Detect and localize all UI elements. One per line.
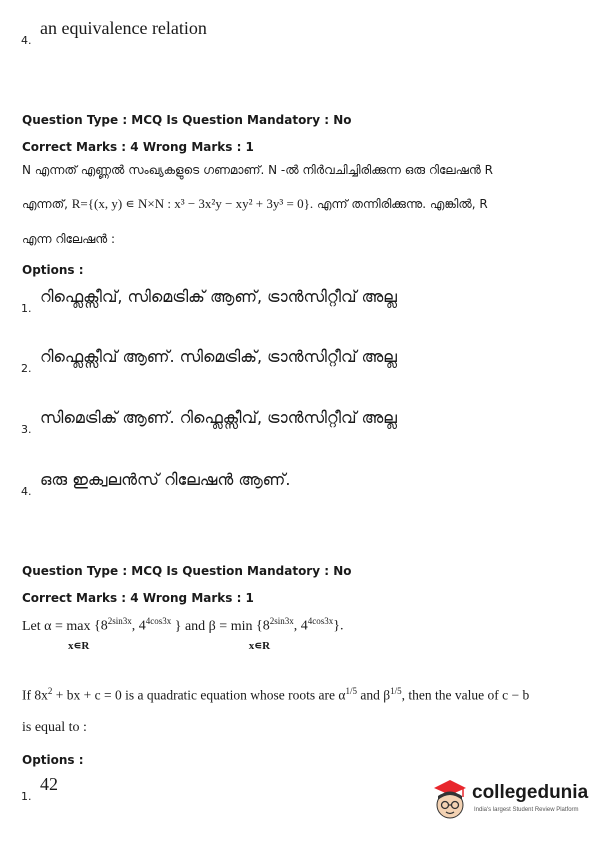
- relation-definition: R={(x, y) ∊ N×N : x³ − 3x²y − xy² + 3y³ = 0}.: [71, 196, 314, 211]
- stem-text: and β: [356, 687, 391, 703]
- option-number: 1.: [21, 790, 32, 803]
- let-alpha-max: Let α = max: [22, 618, 91, 634]
- question-stem-line-3: എന്ന റിലേഷൻ :: [22, 232, 116, 246]
- max-subscript: x∊R: [68, 639, 90, 652]
- stem-text: എന്നത്,: [22, 197, 68, 211]
- question-stem-line-3: is equal to :: [22, 720, 87, 735]
- exponent: 1/5: [345, 686, 357, 696]
- collegedunia-logo: [430, 770, 589, 830]
- exponent: 2sin3x: [107, 616, 132, 626]
- option-number: 1.: [21, 302, 32, 315]
- exponent: 4cos3x: [145, 616, 172, 626]
- set-open: {8: [94, 618, 108, 634]
- mascot-icon: [430, 778, 470, 822]
- option-text: റിഫ്ലെക്സീവ് ആണ്. സിമെട്രിക്, ട്രാൻസിറ്റീവ് അല്ല: [40, 347, 397, 366]
- option-number: 4.: [21, 34, 32, 47]
- logo-tagline: India's largest Student Review Platform: [474, 807, 579, 813]
- option-number: 2.: [21, 362, 32, 375]
- option-number: 4.: [21, 485, 32, 498]
- options-label: Options :: [22, 263, 84, 277]
- stem-text: എന്ന് തന്നിരിക്കുന്നു. എങ്കിൽ, R: [316, 197, 488, 211]
- option-text: an equivalence relation: [40, 18, 207, 38]
- option-text: 42: [40, 774, 58, 794]
- option-text: സിമെട്രിക് ആണ്. റിഫ്ലെക്സീവ്, ട്രാൻസിറ്റീവ് അല്ല: [40, 408, 397, 427]
- stem-text: + bx + c = 0 is a quadratic equation whose roots are α: [52, 687, 346, 703]
- question-meta-marks: Correct Marks : 4 Wrong Marks : 1: [22, 591, 254, 605]
- question-meta-marks: Correct Marks : 4 Wrong Marks : 1: [22, 140, 254, 154]
- question-stem-line-2: [22, 686, 529, 704]
- and-beta-min: } and β = min: [174, 618, 253, 634]
- options-label: Options :: [22, 753, 84, 767]
- exponent: 4cos3x: [307, 616, 334, 626]
- option-text: ഒരു ഇക്വലൻസ് റിലേഷൻ ആണ്.: [40, 470, 291, 489]
- exponent: 2: [47, 686, 53, 696]
- option-number: 3.: [21, 423, 32, 436]
- logo-name: collegedunia: [472, 782, 589, 803]
- stem-text: , then the value of c − b: [401, 687, 530, 703]
- question-stem-line-1: N എന്നത് എണ്ണൽ സംഖ്യകളുടെ ഗണമാണ്. N -ൽ നിർവചിച്ചിരിക്കുന്ന ഒരു റിലേഷൻ R: [22, 163, 493, 177]
- exponent: 2sin3x: [269, 616, 294, 626]
- set-sep: , 4: [131, 618, 146, 634]
- question-stem-line-1: [22, 616, 344, 652]
- question-meta-type: Question Type : MCQ Is Question Mandatory : No: [22, 113, 352, 127]
- option-text: റിഫ്ലെക്സീവ്, സിമെട്രിക് ആണ്, ട്രാൻസിറ്റീവ് അല്ല: [40, 287, 397, 306]
- question-stem-line-2: [22, 196, 488, 212]
- question-meta-type: Question Type : MCQ Is Question Mandatory : No: [22, 564, 352, 578]
- set-open: {8: [255, 618, 270, 634]
- set-sep: , 4: [293, 618, 308, 634]
- stem-text: If 8x: [22, 687, 48, 703]
- min-subscript: x∊R: [248, 639, 271, 652]
- exponent: 1/5: [390, 686, 402, 696]
- set-close: }.: [333, 618, 344, 634]
